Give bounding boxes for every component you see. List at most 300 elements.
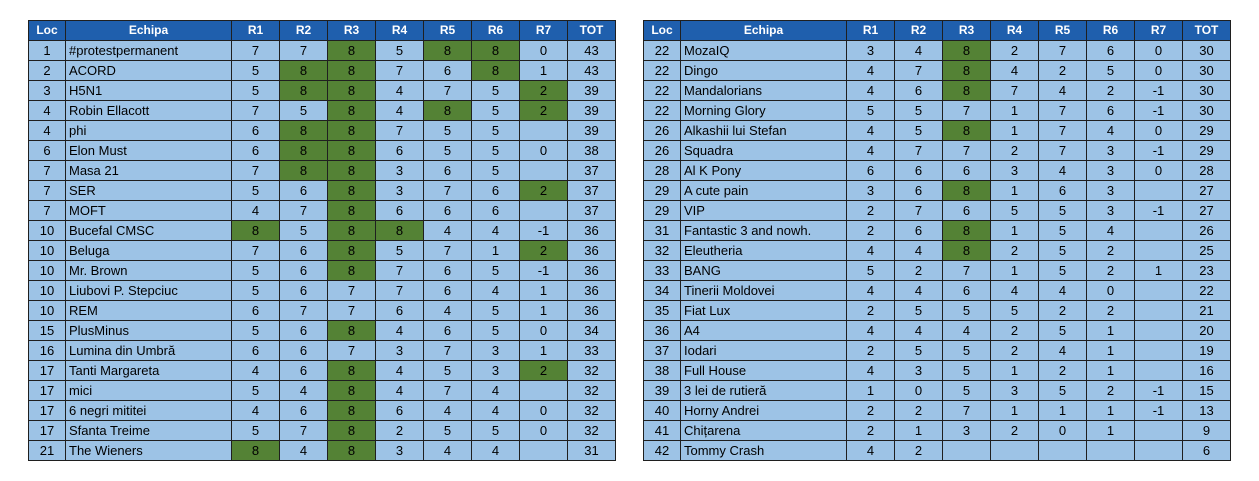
rank-cell: 35	[644, 301, 681, 321]
round-6-score-cell: 3	[472, 361, 520, 381]
round-5-score-cell: 0	[1039, 421, 1087, 441]
rank-cell: 17	[29, 401, 66, 421]
round-7-score-cell: 2	[520, 181, 568, 201]
round-2-score-cell: 5	[280, 221, 328, 241]
total-score-cell: 16	[1183, 361, 1231, 381]
round-5-score-cell: 2	[1039, 361, 1087, 381]
round-7-score-cell: 1	[1135, 261, 1183, 281]
table-row	[29, 301, 616, 321]
round-5-score-cell: 5	[1039, 261, 1087, 281]
team-name-cell: Chițarena	[681, 421, 847, 441]
table-row	[29, 401, 616, 421]
round-7-score-cell: 0	[520, 41, 568, 61]
team-name-cell: The Wieners	[66, 441, 232, 461]
round-4-score-cell: 3	[991, 381, 1039, 401]
total-score-cell: 36	[568, 301, 616, 321]
total-score-cell: 26	[1183, 221, 1231, 241]
round-1-score-cell: 4	[847, 61, 895, 81]
round-4-score-cell: 5	[376, 41, 424, 61]
round-5-score-cell: 2	[1039, 301, 1087, 321]
round-3-score-cell: 7	[328, 301, 376, 321]
round-4-score-cell: 4	[991, 281, 1039, 301]
round-7-score-cell: 0	[1135, 121, 1183, 141]
team-name-cell: Fiat Lux	[681, 301, 847, 321]
round-6-score-cell: 3	[1087, 201, 1135, 221]
total-score-cell: 22	[1183, 281, 1231, 301]
round-3-score-cell: 8	[943, 181, 991, 201]
round-3-score-cell: 8	[328, 141, 376, 161]
round-5-score-cell: 6	[424, 201, 472, 221]
round-7-score-cell: 0	[1135, 61, 1183, 81]
total-score-cell: 33	[568, 341, 616, 361]
table-row	[644, 161, 1231, 181]
round-6-score-cell: 5	[472, 301, 520, 321]
table-row	[644, 81, 1231, 101]
round-5-score-cell: 7	[424, 341, 472, 361]
round-5-score-cell: 5	[424, 361, 472, 381]
round-3-score-cell: 8	[328, 101, 376, 121]
round-4-score-cell: 8	[376, 221, 424, 241]
team-name-cell: Horny Andrei	[681, 401, 847, 421]
round-2-score-cell: 2	[895, 441, 943, 461]
round-6-score-cell: 1	[1087, 421, 1135, 441]
rank-cell: 10	[29, 241, 66, 261]
round-1-score-cell: 5	[847, 261, 895, 281]
rank-cell: 33	[644, 261, 681, 281]
round-4-score-cell: 3	[376, 341, 424, 361]
rank-cell: 10	[29, 261, 66, 281]
column-header-r7: R7	[1135, 21, 1183, 41]
round-1-score-cell: 4	[847, 81, 895, 101]
team-name-cell: MozaIQ	[681, 41, 847, 61]
column-header-r4: R4	[991, 21, 1039, 41]
round-7-score-cell: 2	[520, 81, 568, 101]
column-header-tot: TOT	[568, 21, 616, 41]
team-name-cell: Robin Ellacott	[66, 101, 232, 121]
round-6-score-cell: 2	[1087, 261, 1135, 281]
round-5-score-cell: 6	[424, 281, 472, 301]
round-5-score-cell: 1	[1039, 401, 1087, 421]
round-4-score-cell: 1	[991, 121, 1039, 141]
column-header-r3: R3	[328, 21, 376, 41]
round-6-score-cell: 4	[472, 281, 520, 301]
rank-cell: 22	[644, 61, 681, 81]
round-6-score-cell: 5	[472, 321, 520, 341]
team-name-cell: A4	[681, 321, 847, 341]
rank-cell: 36	[644, 321, 681, 341]
team-name-cell: H5N1	[66, 81, 232, 101]
table-row	[644, 241, 1231, 261]
round-7-score-cell	[1135, 421, 1183, 441]
round-4-score-cell: 1	[991, 221, 1039, 241]
table-row	[644, 381, 1231, 401]
round-6-score-cell: 6	[472, 201, 520, 221]
round-7-score-cell: -1	[1135, 101, 1183, 121]
round-4-score-cell: 6	[376, 141, 424, 161]
round-2-score-cell: 6	[280, 321, 328, 341]
round-4-score-cell: 1	[991, 361, 1039, 381]
round-5-score-cell: 5	[424, 121, 472, 141]
round-1-score-cell: 2	[847, 401, 895, 421]
round-1-score-cell: 6	[232, 141, 280, 161]
round-4-score-cell: 7	[376, 281, 424, 301]
round-5-score-cell	[1039, 441, 1087, 461]
round-4-score-cell: 4	[376, 361, 424, 381]
round-1-score-cell: 2	[847, 301, 895, 321]
rank-cell: 32	[644, 241, 681, 261]
round-6-score-cell: 2	[1087, 381, 1135, 401]
round-2-score-cell: 6	[280, 261, 328, 281]
round-5-score-cell: 7	[424, 181, 472, 201]
total-score-cell: 27	[1183, 181, 1231, 201]
round-2-score-cell: 7	[895, 61, 943, 81]
round-3-score-cell: 8	[943, 221, 991, 241]
round-3-score-cell: 7	[943, 141, 991, 161]
round-3-score-cell: 8	[943, 121, 991, 141]
round-1-score-cell: 4	[232, 201, 280, 221]
round-7-score-cell	[1135, 241, 1183, 261]
team-name-cell: mici	[66, 381, 232, 401]
round-5-score-cell: 5	[424, 141, 472, 161]
round-3-score-cell: 8	[943, 241, 991, 261]
round-3-score-cell: 8	[328, 221, 376, 241]
round-3-score-cell: 8	[328, 241, 376, 261]
round-7-score-cell: 2	[520, 361, 568, 381]
round-2-score-cell: 6	[895, 161, 943, 181]
column-header-r5: R5	[424, 21, 472, 41]
round-6-score-cell: 3	[1087, 181, 1135, 201]
round-7-score-cell: 2	[520, 101, 568, 121]
column-header-r3: R3	[943, 21, 991, 41]
rank-cell: 38	[644, 361, 681, 381]
round-7-score-cell	[520, 161, 568, 181]
round-2-score-cell: 6	[280, 281, 328, 301]
round-2-score-cell: 6	[895, 221, 943, 241]
round-7-score-cell: -1	[1135, 381, 1183, 401]
total-score-cell: 43	[568, 41, 616, 61]
round-7-score-cell: 1	[520, 301, 568, 321]
rank-cell: 16	[29, 341, 66, 361]
round-7-score-cell: -1	[520, 261, 568, 281]
total-score-cell: 36	[568, 221, 616, 241]
round-4-score-cell: 5	[376, 241, 424, 261]
round-4-score-cell	[991, 441, 1039, 461]
team-name-cell: 6 negri mititei	[66, 401, 232, 421]
table-row	[644, 261, 1231, 281]
rank-cell: 4	[29, 121, 66, 141]
round-5-score-cell: 4	[424, 441, 472, 461]
round-3-score-cell: 6	[943, 161, 991, 181]
column-header-loc: Loc	[644, 21, 681, 41]
round-7-score-cell: 0	[520, 421, 568, 441]
total-score-cell: 27	[1183, 201, 1231, 221]
round-6-score-cell: 2	[1087, 81, 1135, 101]
table-row	[29, 281, 616, 301]
round-4-score-cell: 1	[991, 261, 1039, 281]
round-4-score-cell: 6	[376, 301, 424, 321]
rank-cell: 39	[644, 381, 681, 401]
table-row	[644, 361, 1231, 381]
total-score-cell: 38	[568, 141, 616, 161]
column-header-r1: R1	[232, 21, 280, 41]
round-4-score-cell: 7	[376, 61, 424, 81]
round-1-score-cell: 6	[232, 121, 280, 141]
round-6-score-cell: 5	[1087, 61, 1135, 81]
standings-table-right	[643, 20, 1231, 461]
round-3-score-cell: 8	[328, 381, 376, 401]
round-7-score-cell	[1135, 181, 1183, 201]
round-7-score-cell: 0	[520, 321, 568, 341]
rank-cell: 40	[644, 401, 681, 421]
total-score-cell: 9	[1183, 421, 1231, 441]
round-2-score-cell: 1	[895, 421, 943, 441]
round-3-score-cell: 8	[328, 81, 376, 101]
round-4-score-cell: 2	[991, 341, 1039, 361]
round-6-score-cell: 6	[472, 181, 520, 201]
total-score-cell: 29	[1183, 141, 1231, 161]
round-2-score-cell: 4	[895, 281, 943, 301]
table-row	[644, 221, 1231, 241]
round-1-score-cell: 7	[232, 41, 280, 61]
team-name-cell: Dingo	[681, 61, 847, 81]
round-3-score-cell	[943, 441, 991, 461]
round-5-score-cell: 5	[1039, 201, 1087, 221]
round-4-score-cell: 1	[991, 101, 1039, 121]
team-name-cell: Al K Pony	[681, 161, 847, 181]
round-5-score-cell: 5	[1039, 321, 1087, 341]
round-3-score-cell: 8	[328, 61, 376, 81]
round-1-score-cell: 6	[232, 301, 280, 321]
team-name-cell: BANG	[681, 261, 847, 281]
round-4-score-cell: 3	[376, 441, 424, 461]
table-row	[29, 141, 616, 161]
rank-cell: 4	[29, 101, 66, 121]
round-2-score-cell: 6	[280, 181, 328, 201]
round-1-score-cell: 6	[232, 341, 280, 361]
table-row	[644, 441, 1231, 461]
team-name-cell: Elon Must	[66, 141, 232, 161]
round-6-score-cell: 4	[472, 441, 520, 461]
round-2-score-cell: 3	[895, 361, 943, 381]
total-score-cell: 29	[1183, 121, 1231, 141]
rank-cell: 17	[29, 361, 66, 381]
round-4-score-cell: 7	[991, 81, 1039, 101]
round-4-score-cell: 6	[376, 201, 424, 221]
round-7-score-cell	[520, 201, 568, 221]
round-1-score-cell: 8	[232, 441, 280, 461]
round-1-score-cell: 4	[847, 441, 895, 461]
round-6-score-cell: 8	[472, 61, 520, 81]
table-row	[644, 401, 1231, 421]
rank-cell: 29	[644, 201, 681, 221]
rank-cell: 28	[644, 161, 681, 181]
team-name-cell: REM	[66, 301, 232, 321]
total-score-cell: 36	[568, 241, 616, 261]
round-3-score-cell: 8	[328, 261, 376, 281]
table-row	[29, 101, 616, 121]
rank-cell: 7	[29, 201, 66, 221]
round-3-score-cell: 4	[943, 321, 991, 341]
rank-cell: 34	[644, 281, 681, 301]
round-5-score-cell: 7	[424, 241, 472, 261]
rank-cell: 22	[644, 81, 681, 101]
team-name-cell: phi	[66, 121, 232, 141]
rank-cell: 7	[29, 181, 66, 201]
total-score-cell: 30	[1183, 61, 1231, 81]
team-name-cell: Alkashii lui Stefan	[681, 121, 847, 141]
round-7-score-cell	[1135, 221, 1183, 241]
round-7-score-cell: -1	[520, 221, 568, 241]
round-1-score-cell: 4	[232, 401, 280, 421]
team-name-cell: Bucefal CMSC	[66, 221, 232, 241]
round-5-score-cell: 7	[424, 381, 472, 401]
round-1-score-cell: 4	[232, 361, 280, 381]
round-7-score-cell	[1135, 441, 1183, 461]
round-5-score-cell: 5	[424, 421, 472, 441]
total-score-cell: 23	[1183, 261, 1231, 281]
team-name-cell: Masa 21	[66, 161, 232, 181]
round-3-score-cell: 8	[943, 41, 991, 61]
round-3-score-cell: 8	[328, 41, 376, 61]
team-name-cell: Eleutheria	[681, 241, 847, 261]
team-name-cell: Full House	[681, 361, 847, 381]
round-1-score-cell: 5	[232, 281, 280, 301]
round-2-score-cell: 8	[280, 81, 328, 101]
table-row	[29, 221, 616, 241]
round-7-score-cell: 1	[520, 61, 568, 81]
round-2-score-cell: 6	[895, 81, 943, 101]
header-row	[644, 21, 1231, 41]
round-5-score-cell: 6	[424, 261, 472, 281]
round-2-score-cell: 2	[895, 261, 943, 281]
round-2-score-cell: 6	[280, 341, 328, 361]
round-2-score-cell: 4	[895, 321, 943, 341]
table-row	[644, 201, 1231, 221]
round-2-score-cell: 5	[895, 121, 943, 141]
round-6-score-cell: 0	[1087, 281, 1135, 301]
rank-cell: 1	[29, 41, 66, 61]
total-score-cell: 25	[1183, 241, 1231, 261]
round-7-score-cell: 0	[520, 401, 568, 421]
round-2-score-cell: 4	[280, 381, 328, 401]
team-name-cell: Mandalorians	[681, 81, 847, 101]
round-2-score-cell: 6	[280, 401, 328, 421]
round-4-score-cell: 7	[376, 121, 424, 141]
round-1-score-cell: 4	[847, 141, 895, 161]
round-3-score-cell: 7	[943, 101, 991, 121]
round-1-score-cell: 2	[847, 221, 895, 241]
total-score-cell: 39	[568, 121, 616, 141]
round-7-score-cell: 0	[1135, 161, 1183, 181]
round-5-score-cell: 4	[1039, 341, 1087, 361]
round-6-score-cell: 6	[1087, 101, 1135, 121]
round-1-score-cell: 6	[847, 161, 895, 181]
round-6-score-cell: 4	[1087, 121, 1135, 141]
team-name-cell: ACORD	[66, 61, 232, 81]
total-score-cell: 37	[568, 161, 616, 181]
round-3-score-cell: 6	[943, 201, 991, 221]
round-2-score-cell: 4	[895, 41, 943, 61]
round-2-score-cell: 8	[280, 61, 328, 81]
round-2-score-cell: 4	[280, 441, 328, 461]
round-7-score-cell	[520, 121, 568, 141]
total-score-cell: 28	[1183, 161, 1231, 181]
rank-cell: 37	[644, 341, 681, 361]
round-2-score-cell: 6	[280, 241, 328, 261]
rank-cell: 10	[29, 301, 66, 321]
standings-table-left	[28, 20, 616, 461]
round-1-score-cell: 5	[232, 261, 280, 281]
round-3-score-cell: 8	[328, 401, 376, 421]
rank-cell: 22	[644, 41, 681, 61]
round-4-score-cell: 4	[991, 61, 1039, 81]
round-6-score-cell: 1	[1087, 321, 1135, 341]
round-1-score-cell: 1	[847, 381, 895, 401]
round-1-score-cell: 2	[847, 341, 895, 361]
round-4-score-cell: 3	[376, 161, 424, 181]
round-5-score-cell: 4	[424, 301, 472, 321]
team-name-cell: #protestpermanent	[66, 41, 232, 61]
rank-cell: 22	[644, 101, 681, 121]
table-row	[644, 421, 1231, 441]
round-5-score-cell: 4	[424, 401, 472, 421]
table-row	[644, 281, 1231, 301]
table-row	[644, 141, 1231, 161]
round-2-score-cell: 7	[280, 421, 328, 441]
round-5-score-cell: 4	[1039, 281, 1087, 301]
round-4-score-cell: 5	[991, 201, 1039, 221]
column-header-r6: R6	[472, 21, 520, 41]
round-6-score-cell: 6	[1087, 41, 1135, 61]
round-6-score-cell: 5	[472, 261, 520, 281]
round-6-score-cell: 4	[472, 381, 520, 401]
round-7-score-cell	[520, 381, 568, 401]
round-5-score-cell: 4	[424, 221, 472, 241]
team-name-cell: Liubovi P. Stepciuc	[66, 281, 232, 301]
rank-cell: 17	[29, 381, 66, 401]
round-5-score-cell: 4	[1039, 81, 1087, 101]
rank-cell: 17	[29, 421, 66, 441]
round-2-score-cell: 8	[280, 121, 328, 141]
round-7-score-cell	[1135, 341, 1183, 361]
round-2-score-cell: 5	[895, 301, 943, 321]
round-2-score-cell: 8	[280, 141, 328, 161]
team-name-cell: Lumina din Umbră	[66, 341, 232, 361]
round-1-score-cell: 8	[232, 221, 280, 241]
team-name-cell: MOFT	[66, 201, 232, 221]
team-name-cell: Sfanta Treime	[66, 421, 232, 441]
round-4-score-cell: 1	[991, 181, 1039, 201]
rank-cell: 26	[644, 141, 681, 161]
team-name-cell: Mr. Brown	[66, 261, 232, 281]
round-5-score-cell: 7	[1039, 101, 1087, 121]
table-row	[29, 261, 616, 281]
rank-cell: 2	[29, 61, 66, 81]
round-4-score-cell: 1	[991, 401, 1039, 421]
total-score-cell: 43	[568, 61, 616, 81]
round-3-score-cell: 7	[943, 261, 991, 281]
rank-cell: 7	[29, 161, 66, 181]
table-row	[29, 61, 616, 81]
team-name-cell: Tinerii Moldovei	[681, 281, 847, 301]
round-3-score-cell: 7	[943, 401, 991, 421]
round-2-score-cell: 6	[895, 181, 943, 201]
round-1-score-cell: 3	[847, 41, 895, 61]
round-3-score-cell: 8	[328, 161, 376, 181]
round-7-score-cell	[1135, 301, 1183, 321]
round-2-score-cell: 4	[895, 241, 943, 261]
round-7-score-cell	[520, 441, 568, 461]
